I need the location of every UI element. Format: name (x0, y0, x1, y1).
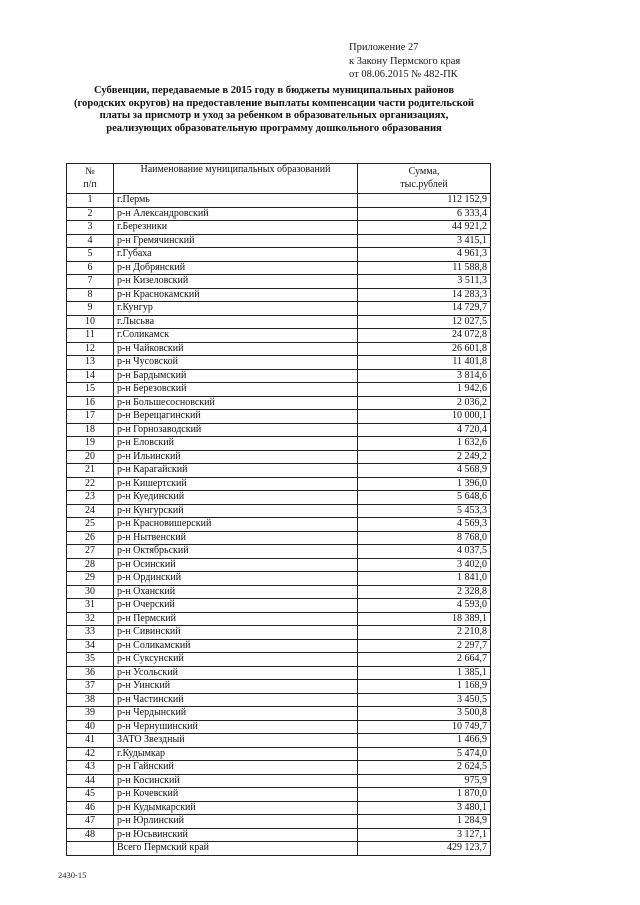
row-municipality: р-н Бардымский (114, 369, 358, 383)
row-municipality: р-н Усольский (114, 666, 358, 680)
header-number-line-1: № (85, 166, 95, 177)
row-municipality: р-н Сивинский (114, 626, 358, 640)
row-sum: 14 729,7 (358, 302, 491, 316)
table-row (67, 801, 491, 815)
row-municipality: г.Пермь (114, 194, 358, 208)
table-row (67, 531, 491, 545)
row-sum: 11 401,8 (358, 356, 491, 370)
row-sum: 112 152,9 (358, 194, 491, 208)
row-municipality: р-н Гремячинский (114, 234, 358, 248)
table-row (67, 504, 491, 518)
row-municipality: ЗАТО Звездный (114, 734, 358, 748)
row-sum: 14 283,3 (358, 288, 491, 302)
table-row (67, 761, 491, 775)
row-municipality: р-н Уинский (114, 680, 358, 694)
row-municipality: р-н Добрянский (114, 261, 358, 275)
row-number: 36 (67, 666, 114, 680)
table-row (67, 477, 491, 491)
row-sum: 4 593,0 (358, 599, 491, 613)
row-sum: 26 601,8 (358, 342, 491, 356)
row-sum: 18 389,1 (358, 612, 491, 626)
table-row (67, 572, 491, 586)
row-municipality: р-н Куединский (114, 491, 358, 505)
row-municipality: р-н Осинский (114, 558, 358, 572)
table-row (67, 558, 491, 572)
row-sum: 2 210,8 (358, 626, 491, 640)
row-number: 29 (67, 572, 114, 586)
table-row (67, 356, 491, 370)
row-sum: 11 588,8 (358, 261, 491, 275)
table-row (67, 410, 491, 424)
row-number: 24 (67, 504, 114, 518)
table-body (67, 194, 491, 842)
row-sum: 1 385,1 (358, 666, 491, 680)
row-municipality: р-н Чернушинский (114, 720, 358, 734)
table-row (67, 464, 491, 478)
total-number-cell (67, 842, 114, 856)
row-number: 11 (67, 329, 114, 343)
document-code: 2430-15 (58, 870, 87, 880)
row-number: 37 (67, 680, 114, 694)
row-sum: 12 027,5 (358, 315, 491, 329)
row-municipality: р-н Нытвенский (114, 531, 358, 545)
row-municipality: г.Кунгур (114, 302, 358, 316)
row-sum: 4 720,4 (358, 423, 491, 437)
table-row (67, 693, 491, 707)
row-sum: 4 037,5 (358, 545, 491, 559)
row-municipality: р-н Березовский (114, 383, 358, 397)
row-number: 15 (67, 383, 114, 397)
row-sum: 10 000,1 (358, 410, 491, 424)
row-municipality: р-н Большесосновский (114, 396, 358, 410)
row-number: 25 (67, 518, 114, 532)
header-number (67, 164, 114, 194)
row-sum: 10 749,7 (358, 720, 491, 734)
row-municipality: р-н Карагайский (114, 464, 358, 478)
table-row (67, 491, 491, 505)
row-municipality: р-н Соликамский (114, 639, 358, 653)
row-sum: 975,9 (358, 774, 491, 788)
table-row (67, 747, 491, 761)
table-row (67, 612, 491, 626)
table-row (67, 383, 491, 397)
row-sum: 2 328,8 (358, 585, 491, 599)
row-number: 23 (67, 491, 114, 505)
total-sum: 429 123,7 (358, 842, 491, 856)
row-number: 40 (67, 720, 114, 734)
row-sum: 2 624,5 (358, 761, 491, 775)
appendix-line-1: Приложение 27 (349, 42, 419, 53)
row-number: 27 (67, 545, 114, 559)
row-municipality: р-н Частинский (114, 693, 358, 707)
table-row (67, 261, 491, 275)
row-number: 20 (67, 450, 114, 464)
row-number: 42 (67, 747, 114, 761)
row-municipality: г.Губаха (114, 248, 358, 262)
row-municipality: р-н Юрлинский (114, 815, 358, 829)
header-sum (358, 164, 491, 194)
table-row (67, 788, 491, 802)
row-number: 17 (67, 410, 114, 424)
row-number: 16 (67, 396, 114, 410)
row-sum: 1 632,6 (358, 437, 491, 451)
row-sum: 3 415,1 (358, 234, 491, 248)
row-number: 5 (67, 248, 114, 262)
row-municipality: р-н Горнозаводский (114, 423, 358, 437)
table-row (67, 707, 491, 721)
row-municipality: р-н Краснокамский (114, 288, 358, 302)
row-number: 31 (67, 599, 114, 613)
table-row (67, 207, 491, 221)
row-municipality: р-н Кишертский (114, 477, 358, 491)
title-line-1: Субвенции, передаваемые в 2015 году в бюджеты муниципальных районов (93, 85, 455, 96)
row-number: 30 (67, 585, 114, 599)
row-number: 34 (67, 639, 114, 653)
row-municipality: р-н Суксунский (114, 653, 358, 667)
row-sum: 1 168,9 (358, 680, 491, 694)
row-number: 18 (67, 423, 114, 437)
row-number: 32 (67, 612, 114, 626)
row-sum: 1 942,6 (358, 383, 491, 397)
row-municipality: р-н Александровский (114, 207, 358, 221)
table-row (67, 666, 491, 680)
row-sum: 5 474,0 (358, 747, 491, 761)
row-number: 22 (67, 477, 114, 491)
row-number: 13 (67, 356, 114, 370)
row-number: 48 (67, 828, 114, 842)
row-number: 8 (67, 288, 114, 302)
header-name (114, 164, 358, 194)
row-number: 7 (67, 275, 114, 289)
row-number: 10 (67, 315, 114, 329)
row-sum: 1 466,9 (358, 734, 491, 748)
table-row (67, 815, 491, 829)
table-row (67, 423, 491, 437)
row-municipality: р-н Чусовской (114, 356, 358, 370)
table-header-row (67, 164, 491, 194)
row-municipality: р-н Красновишерский (114, 518, 358, 532)
table-row (67, 680, 491, 694)
row-sum: 5 648,6 (358, 491, 491, 505)
table-row (67, 450, 491, 464)
row-municipality: р-н Чайковский (114, 342, 358, 356)
title-line-2: (городских округов) на предоставление выплаты компенсации части родительской (73, 97, 475, 109)
row-number: 45 (67, 788, 114, 802)
row-municipality: р-н Косинский (114, 774, 358, 788)
table-row (67, 545, 491, 559)
table-row (67, 599, 491, 613)
row-number: 6 (67, 261, 114, 275)
row-municipality: р-н Ильинский (114, 450, 358, 464)
table-row (67, 585, 491, 599)
table-row (67, 437, 491, 451)
row-number: 38 (67, 693, 114, 707)
row-municipality: р-н Кизеловский (114, 275, 358, 289)
row-municipality: г.Кудымкар (114, 747, 358, 761)
row-sum: 44 921,2 (358, 221, 491, 235)
table-row (67, 275, 491, 289)
row-sum: 5 453,3 (358, 504, 491, 518)
row-sum: 3 402,0 (358, 558, 491, 572)
row-municipality: р-н Гайнский (114, 761, 358, 775)
row-number: 9 (67, 302, 114, 316)
table-row (67, 396, 491, 410)
row-number: 39 (67, 707, 114, 721)
row-municipality: р-н Ординский (114, 572, 358, 586)
table-row (67, 329, 491, 343)
row-municipality: р-н Юсьвинский (114, 828, 358, 842)
row-municipality: р-н Октябрьский (114, 545, 358, 559)
row-number: 46 (67, 801, 114, 815)
row-number: 19 (67, 437, 114, 451)
row-number: 47 (67, 815, 114, 829)
row-municipality: р-н Верещагинский (114, 410, 358, 424)
row-municipality: р-н Кунгурский (114, 504, 358, 518)
table-row (67, 288, 491, 302)
table-row (67, 653, 491, 667)
row-number: 12 (67, 342, 114, 356)
title-line-3: платы за присмотр и уход за ребенком в образовательных организациях, (99, 110, 449, 122)
row-number: 2 (67, 207, 114, 221)
appendix-reference (349, 41, 460, 82)
table-row (67, 221, 491, 235)
row-sum: 3 511,3 (358, 275, 491, 289)
row-number: 28 (67, 558, 114, 572)
row-number: 3 (67, 221, 114, 235)
row-municipality: р-н Чердынский (114, 707, 358, 721)
row-sum: 1 396,0 (358, 477, 491, 491)
row-sum: 4 961,3 (358, 248, 491, 262)
table-row (67, 234, 491, 248)
title-line-4: реализующих образовательную программу дошкольного образования (106, 122, 442, 134)
row-sum: 1 870,0 (358, 788, 491, 802)
table-row (67, 315, 491, 329)
table-row (67, 639, 491, 653)
header-name-text: Наименование муниципальных образований (140, 164, 331, 175)
row-sum: 2 249,2 (358, 450, 491, 464)
row-number: 1 (67, 194, 114, 208)
document-title (58, 85, 490, 135)
table-row (67, 734, 491, 748)
header-sum-line-2: тыс.рублей (400, 178, 448, 190)
row-number: 21 (67, 464, 114, 478)
row-sum: 4 568,9 (358, 464, 491, 478)
table-row (67, 369, 491, 383)
row-number: 26 (67, 531, 114, 545)
row-sum: 1 284,9 (358, 815, 491, 829)
table-row (67, 302, 491, 316)
row-number: 44 (67, 774, 114, 788)
row-number: 41 (67, 734, 114, 748)
row-sum: 2 036,2 (358, 396, 491, 410)
row-number: 4 (67, 234, 114, 248)
row-sum: 2 297,7 (358, 639, 491, 653)
row-sum: 3 127,1 (358, 828, 491, 842)
row-sum: 3 450,5 (358, 693, 491, 707)
table-row (67, 248, 491, 262)
header-number-line-2: п/п (83, 178, 97, 190)
row-sum: 3 814,6 (358, 369, 491, 383)
row-sum: 1 841,0 (358, 572, 491, 586)
row-sum: 8 768,0 (358, 531, 491, 545)
appendix-line-2: к Закону Пермского края (349, 55, 461, 67)
row-sum: 3 500,8 (358, 707, 491, 721)
total-label: Всего Пермский край (114, 842, 358, 856)
row-municipality: р-н Кочевский (114, 788, 358, 802)
table-row (67, 828, 491, 842)
table-row (67, 626, 491, 640)
subsidy-table (66, 163, 491, 856)
table-row (67, 720, 491, 734)
row-number: 14 (67, 369, 114, 383)
table-row (67, 342, 491, 356)
row-municipality: г.Лысьва (114, 315, 358, 329)
row-municipality: р-н Еловский (114, 437, 358, 451)
table-row (67, 774, 491, 788)
row-number: 33 (67, 626, 114, 640)
row-sum: 2 664,7 (358, 653, 491, 667)
table-row (67, 194, 491, 208)
header-sum-line-1: Сумма, (408, 166, 440, 177)
row-number: 35 (67, 653, 114, 667)
row-municipality: р-н Очерский (114, 599, 358, 613)
row-sum: 6 333,4 (358, 207, 491, 221)
row-sum: 3 480,1 (358, 801, 491, 815)
row-municipality: р-н Оханский (114, 585, 358, 599)
row-municipality: г.Соликамск (114, 329, 358, 343)
appendix-line-3: от 08.06.2015 № 482-ПК (349, 69, 458, 80)
table-total-row (67, 842, 491, 856)
table-row (67, 518, 491, 532)
row-municipality: г.Березники (114, 221, 358, 235)
row-number: 43 (67, 761, 114, 775)
row-municipality: р-н Кудымкарский (114, 801, 358, 815)
row-sum: 24 072,8 (358, 329, 491, 343)
row-sum: 4 569,3 (358, 518, 491, 532)
row-municipality: р-н Пермский (114, 612, 358, 626)
